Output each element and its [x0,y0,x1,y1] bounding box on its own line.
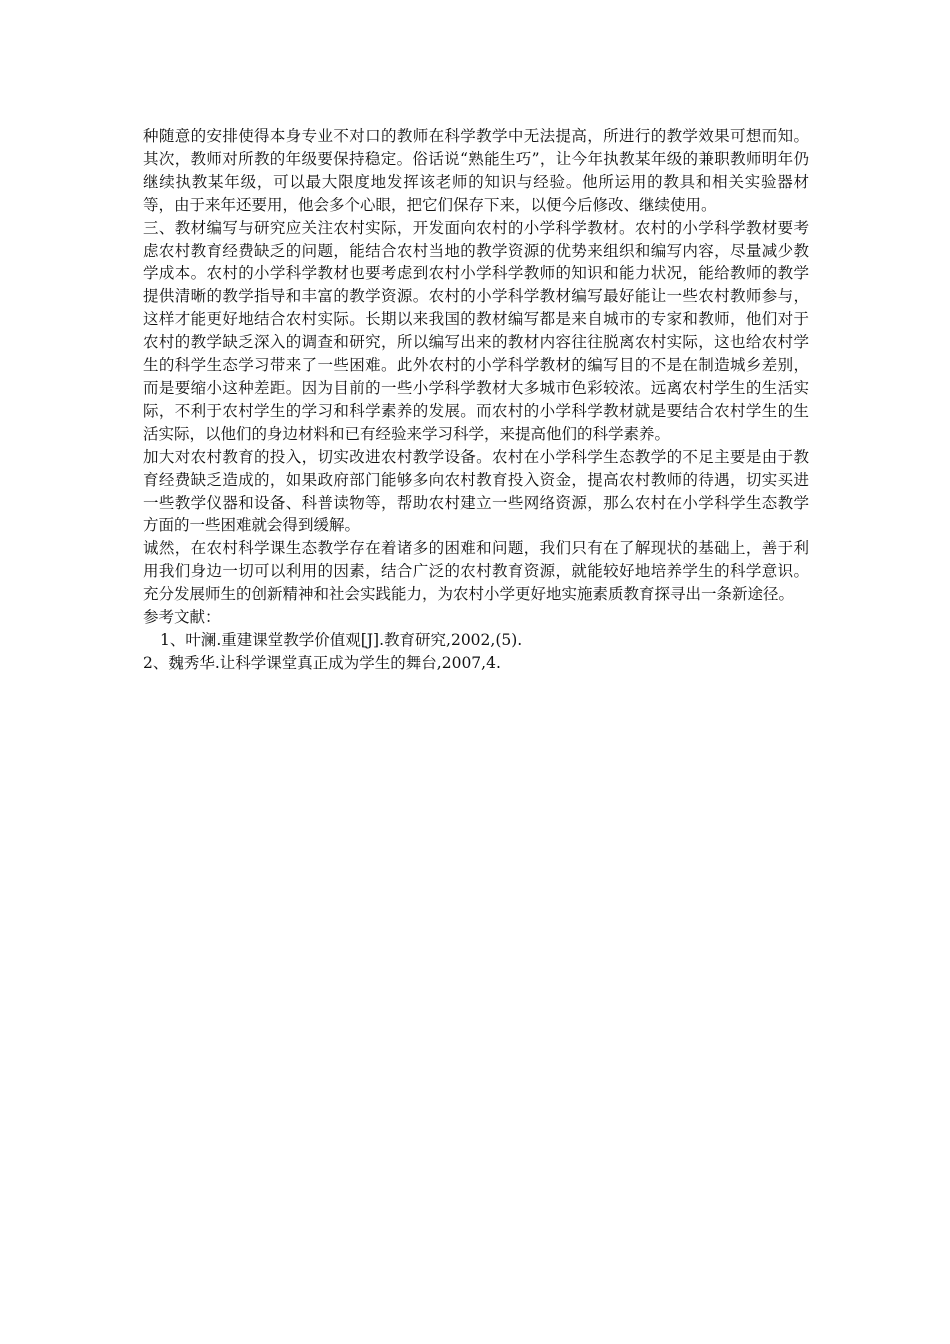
paragraph-education-investment: 加大对农村教育的投入，切实改进农村教学设备。农村在小学科学生态教学的不足主要是由于教育经费缺乏造成的，如果政府部门能够多向农村教育投入资金，提高农村教师的待遇，切实买进一些教学仪器和设备、科普读物等，帮助农村建立一些网络资源，那么农村在小学科学生态教学方面的一些困难就会得到缓解。 [143,447,809,535]
references-heading: 参考文献： [143,608,221,627]
reference-item: 1、叶澜.重建课堂教学价值观[J].教育研究,2002,(5). [160,630,523,649]
reference-item: 2、魏秀华.让科学课堂真正成为学生的舞台,2007,4. [143,653,501,672]
paragraph-conclusion: 诚然，在农村科学课生态教学存在着诸多的困难和问题，我们只有在了解现状的基础上，善于利用我们身边一切可以利用的因素，结合广泛的农村教育资源，就能较好地培养学生的科学意识。充分发展师生的创新精神和社会实践能力，为农村小学更好地实施素质教育探寻出一条新途径。 [143,539,809,604]
paragraph-textbook-compilation: 三、教材编写与研究应关注农村实际，开发面向农村的小学科学教材。农村的小学科学教材要考虑农村教育经费缺乏的问题，能结合农村当地的教学资源的优势来组织和编写内容，尽量减少教学成本。农村的小学科学教材也要考虑到农村小学科学教师的知识和能力状况，能给教师的教学提供清晰的教学指导和丰富的教学资源。农村的小学科学教材编写最好能让一些农村教师参与，这样才能更好地结合农村实际。长期以来我国的教材编写都是来自城市的专家和教师，他们对于农村的教学缺乏深入的调查和研究，所以编写出来的教材内容往往脱离农村实际，这也给农村学生的科学生态学习带来了一些困难。此外农村的小学科学教材的编写目的不是在制造城乡差别，而是要缩小这种差距。因为目前的一些小学科学教材大多城市色彩较浓。远离农村学生的生活实际，不利于农村学生的学习和科学素养的发展。而农村的小学科学教材就是要结合农村学生的生活实际，以他们的身边材料和已有经验来学习科学，来提高他们的科学素养。 [143,218,809,443]
document-body [143,125,809,675]
paragraph-teacher-stability: 种随意的安排使得本身专业不对口的教师在科学教学中无法提高，所进行的教学效果可想而知。其次，教师对所教的年级要保持稳定。俗话说“熟能生巧”，让今年执教某年级的兼职教师明年仍继续执教某年级，可以最大限度地发挥该老师的知识与经验。他所运用的教具和相关实验器材等，由于来年还要用，他会多个心眼，把它们保存下来，以便今后修改、继续使用。 [143,127,809,214]
